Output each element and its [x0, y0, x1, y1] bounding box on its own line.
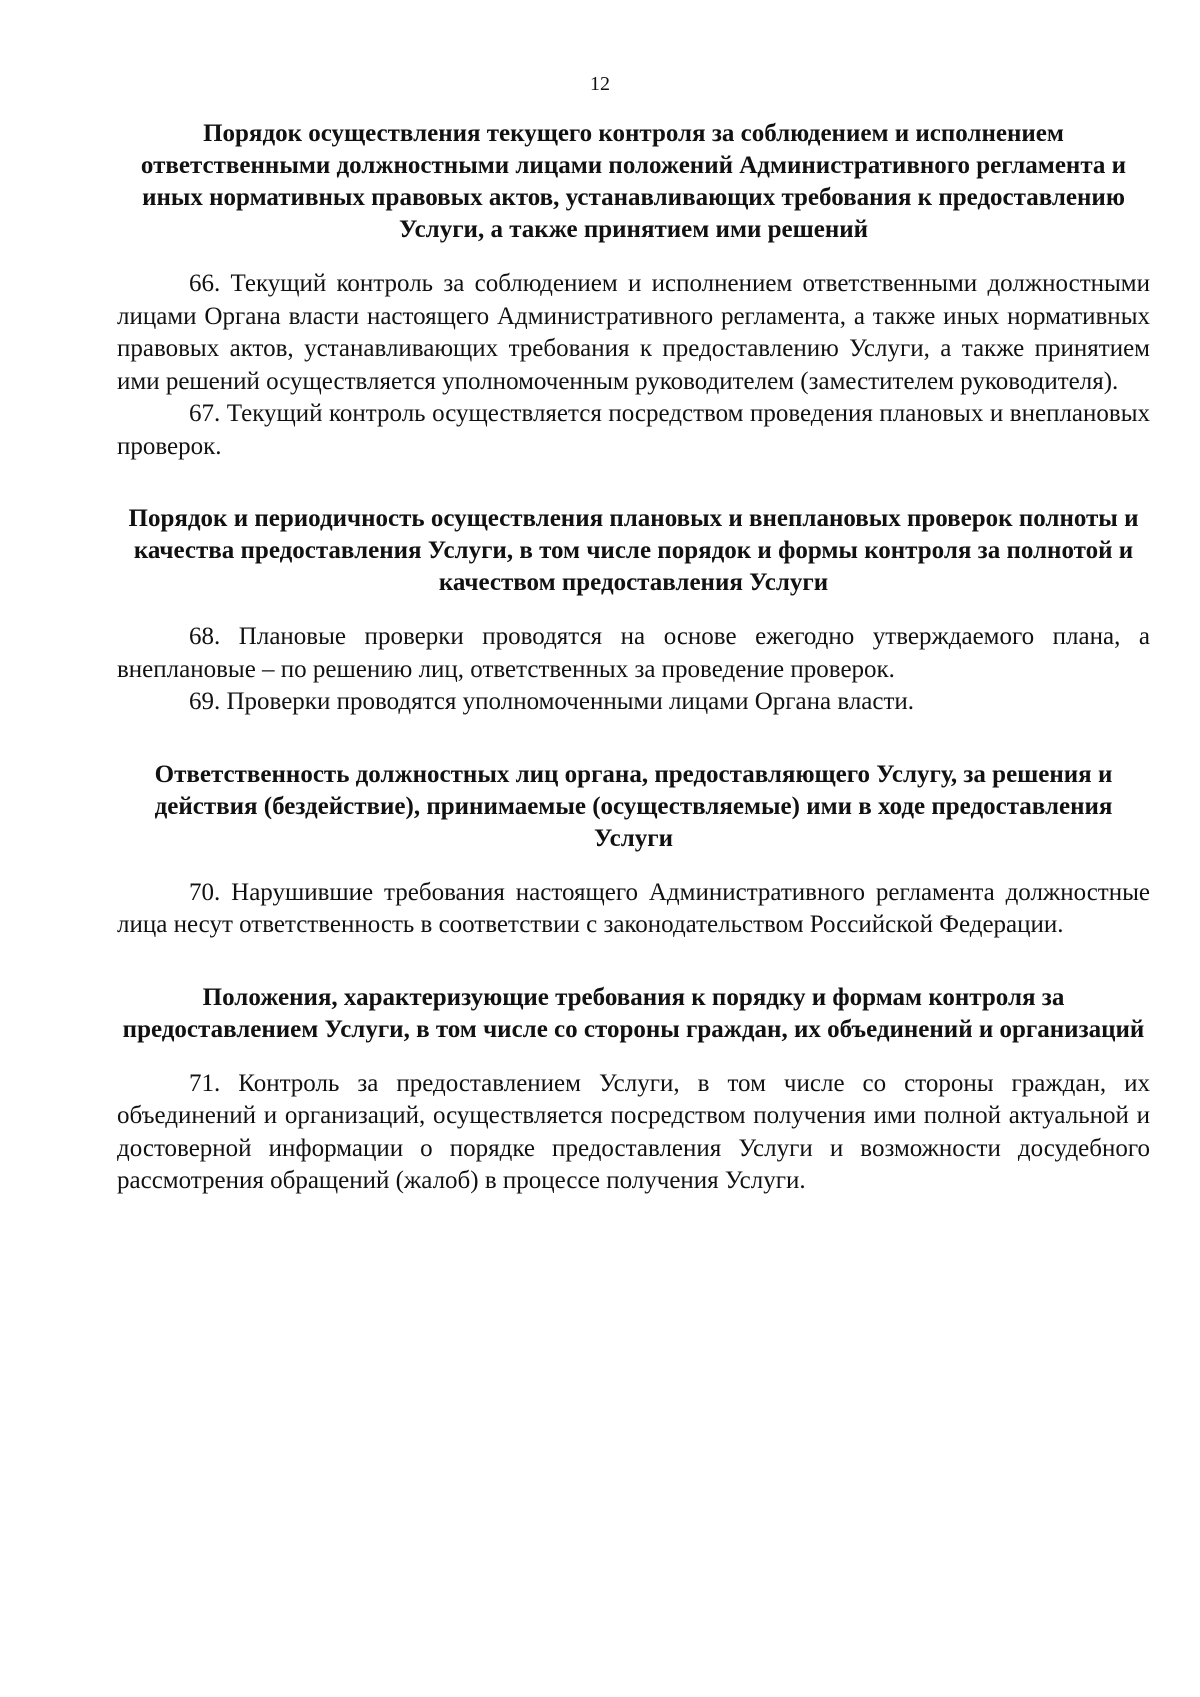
section-heading: Положения, характеризующие требования к порядку и формам контроля за предоставлением Услуги, в том числе со стороны граждан, их объединений и организаций: [122, 983, 1145, 1043]
paragraph-71: 71. Контроль за предоставлением Услуги, в том числе со стороны граждан, их объединений и организаций, осуществляется посредством получения ими полной актуальной и достоверной информации о порядке предоставления Услуги и возможности досудебного рассмотрения обращений (жалоб) в процессе получения Услуги.: [117, 1069, 1150, 1194]
paragraph-66: 66. Текущий контроль за соблюдением и исполнением ответственными должностными лицами Органа власти настоящего Административного регламента, а также иных нормативных правовых актов, устанавливающих требования к предоставлению Услуги, а также принятием ими решений осуществляется уполномоченным руководителем (заместителем руководителя).: [117, 270, 1150, 395]
section-current-control: [117, 118, 1150, 463]
paragraph-69: 69. Проверки проводятся уполномоченными лицами Органа власти.: [189, 688, 915, 715]
paragraph-68: 68. Плановые проверки проводятся на основе ежегодно утверждаемого плана, а внеплановые – по решению лиц, ответственных за проведение проверок.: [117, 623, 1150, 683]
document-body: [117, 118, 1150, 1198]
section-responsibility: [117, 759, 1150, 942]
section-heading: Порядок осуществления текущего контроля за соблюдением и исполнением ответственными должностными лицами положений Административного регламента и иных нормативных правовых актов, устанавливающих требования к предоставлению Услуги, а также принятием ими решений: [140, 120, 1127, 243]
section-heading: Порядок и периодичность осуществления плановых и внеплановых проверок полноты и качества предоставления Услуги, в том числе порядок и формы контроля за полнотой и качеством предоставления Услуги: [128, 505, 1139, 596]
section-heading: Ответственность должностных лиц органа, предоставляющего Услугу, за решения и действия (бездействие), принимаемые (осуществляемые) ими в ходе предоставления Услуги: [154, 760, 1113, 852]
paragraph-67: 67. Текущий контроль осуществляется посредством проведения плановых и внеплановых проверок.: [117, 400, 1150, 460]
section-control-forms: [117, 982, 1150, 1198]
section-inspections: [117, 503, 1150, 719]
paragraph-70: 70. Нарушившие требования настоящего Административного регламента должностные лица несут ответственность в соответствии с законодательством Российской Федерации.: [117, 878, 1150, 938]
page-number: 12: [590, 73, 610, 95]
